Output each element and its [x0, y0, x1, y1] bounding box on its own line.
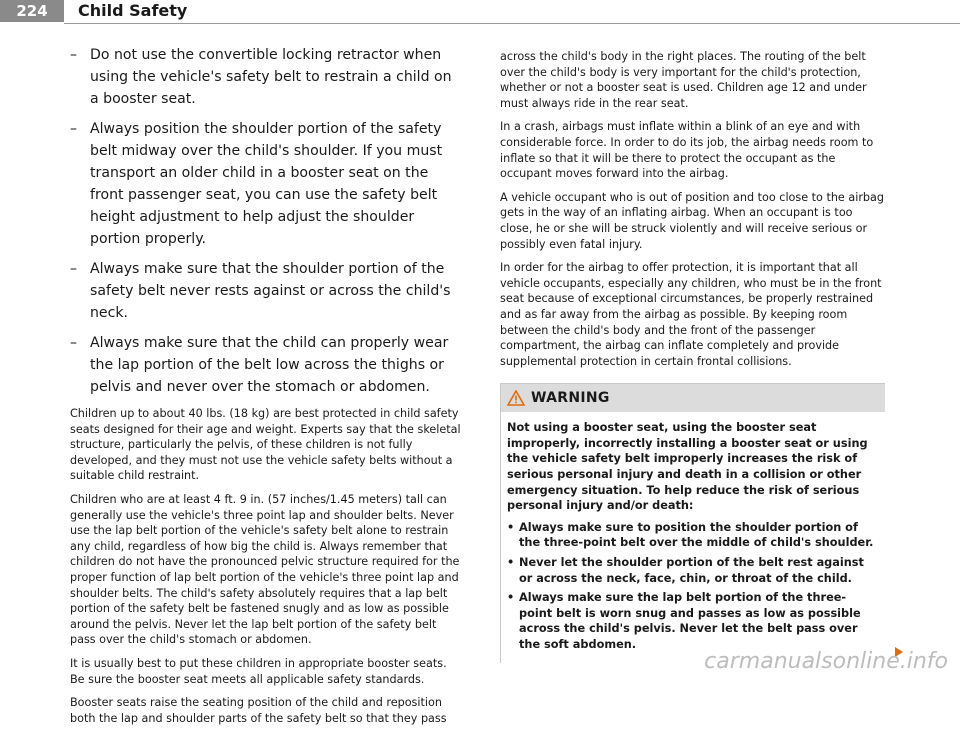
paragraph: Booster seats raise the seating position of the child and reposition both the lap and shoulder parts of the safety belt so that they pass [70, 696, 447, 725]
list-item: – Always make sure that the child can properly wear the lap portion of the belt low across the thighs or pelvis and never over the stomach or abdomen. [70, 332, 464, 398]
page-header [0, 0, 960, 24]
left-column [70, 44, 464, 734]
bullet-marker: • [507, 520, 515, 534]
bullet-marker: • [507, 591, 515, 605]
warning-triangle-icon [507, 390, 525, 406]
list-item: • Always make sure to position the shoulder portion of the three-point belt over the middle of child's shoulder. [507, 520, 874, 550]
list-item: – Always position the shoulder portion of the safety belt midway over the child's shoulder. If you must transport an older child in a booster seat on the front passenger seat, you can use the safety belt height adjustment to help adjust the shoulder portion properly. [70, 118, 464, 250]
left-bullet-list [70, 44, 464, 398]
paragraph: Children up to about 40 lbs. (18 kg) are best protected in child safety seats designed for their age and weight. Experts say that the skeletal structure, particularly the pelvis, of these children is not fully developed, and they must not use the vehicle safety belts without a suitable child restraint. [70, 407, 461, 483]
dash-marker: – [70, 47, 78, 63]
list-item: • Never let the shoulder portion of the belt rest against or across the neck, face, chin, or throat of the child. [507, 556, 864, 585]
dash-marker: – [70, 121, 78, 137]
list-item: – Always make sure that the shoulder portion of the safety belt never rests against or across the child's neck. [70, 258, 464, 324]
warning-body [501, 412, 885, 662]
warning-bullets [507, 520, 879, 653]
paragraph: In a crash, airbags must inflate within a blink of an eye and with considerable force. In order to do its job, the airbag needs room to inflate so that it will be there to protect the occupant as the occupant moves forward into the airbag. [500, 120, 874, 181]
page-number: 224 [0, 0, 64, 22]
warning-intro: Not using a booster seat, using the booster seat improperly, incorrectly installing a booster seat or using the vehicle safety belt improperly increases the risk of serious personal injury and death in a collision or other emergency situation. To help reduce the risk of serious personal injury and/or death: [507, 421, 868, 513]
header-rule [64, 23, 960, 24]
left-paragraphs [70, 406, 464, 726]
dash-marker: – [70, 261, 78, 277]
paragraph: It is usually best to put these children in appropriate booster seats. Be sure the booster seat meets all applicable safety standards. [70, 656, 447, 686]
paragraph: across the child's body in the right places. The routing of the belt over the child's body is very important for the child's protection, whether or not a booster seat is used. Children age 12 and under must always ride in the rear seat. [500, 50, 867, 110]
dash-marker: – [70, 335, 78, 351]
right-column [500, 49, 884, 663]
paragraph: Children who are at least 4 ft. 9 in. (57 inches/1.45 meters) tall can generally use the vehicle's three point lap and shoulder belts. Never use the lap belt portion of the vehicle's safety belt alone to restrain any child, regardless of how big the child is. Always remember that children do not have the pronounced pelvic structure required for the proper function of lap belt portion of the vehicle's three point lap and shoulder belts. The child's safety absolutely requires that a lap belt portion of the safety belt be fastened snugly and as low as possible around the pelvis. Never let the lap belt portion of the safety belt pass over the child's stomach or abdomen. [70, 492, 460, 647]
list-item: • Always make sure the lap belt portion of the three-point belt is worn snug and passes as low as possible across the child's pelvis. Never let the belt pass over the soft abdomen. [507, 591, 861, 651]
paragraph: In order for the airbag to offer protection, it is important that all vehicle occupants, especially any children, who must be in the front seat because of exceptional circumstances, be properly restrained and as far away from the airbag as possible. By keeping room between the child's body and the front of the passenger compartment, the airbag can inflate completely and provide supplemental protection in certain frontal collisions. [500, 261, 882, 368]
warning-box [500, 383, 885, 662]
warning-header [501, 384, 885, 412]
bullet-marker: • [507, 556, 515, 570]
right-paragraphs [500, 49, 884, 369]
list-item: – Do not use the convertible locking retractor when using the vehicle's safety belt to restrain a child on a booster seat. [70, 44, 464, 110]
paragraph: A vehicle occupant who is out of position and too close to the airbag gets in the way of an inflating airbag. When an occupant is too close, he or she will be struck violently and will receive serious or possibly even fatal injury. [500, 190, 884, 251]
section-title: Child Safety [78, 1, 188, 20]
warning-title: WARNING [531, 390, 610, 407]
watermark: carmanualsonline.info [704, 649, 948, 674]
